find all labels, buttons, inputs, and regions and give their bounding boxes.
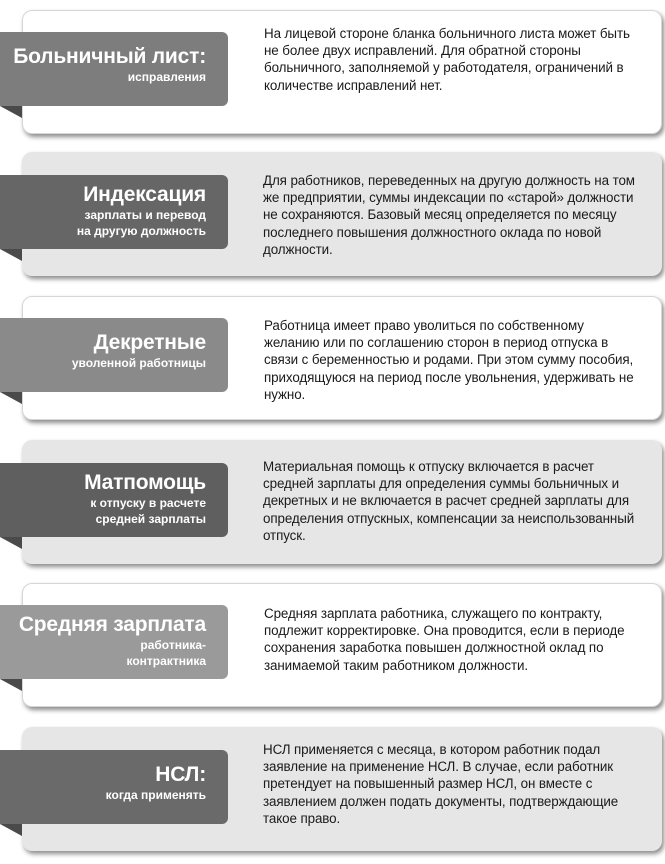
card-text: Материальная помощь к отпуску включается в расчет средней зарплаты для определения суммы больничных и декретных и не включается в расчет средней зарплаты для определения отпускных, компенсации за неиспользованный отпуск. xyxy=(263,459,635,543)
card-subtitle-line2: на другую должность xyxy=(76,224,206,238)
card-subtitle-line1: когда применять xyxy=(105,788,206,802)
card-subtitle-line1: зарплаты и перевод xyxy=(84,208,206,222)
card-text: НСЛ применяется с месяца, в котором работник подал заявление на применение НСЛ. В случае, если работник претендует на повышенный размер НСЛ, он вместе с заявлением должен подать документы, подтверждающие такое право. xyxy=(263,742,619,826)
card-tab-material-aid xyxy=(0,463,228,537)
card-subtitle-line1: к отпуску в расчете xyxy=(90,496,206,510)
card-text: На лицевой стороне бланка больничного листа может быть не более двух исправлений. Для обратной стороны больничного, заполняемой у работодателя, ограничений в количестве исправлений нет. xyxy=(264,26,630,93)
card-title: Больничный лист: xyxy=(13,45,206,68)
card-tab-indexation xyxy=(0,175,228,249)
card-subtitle-line1: работника- xyxy=(140,638,206,652)
card-subtitle-line2: контрактника xyxy=(126,654,206,668)
card-title: Матпомощь xyxy=(84,471,206,494)
card-title: Индексация xyxy=(83,183,206,206)
card-tab-tax-social-benefit xyxy=(0,750,228,824)
card-title: Декретные xyxy=(93,331,206,354)
card-subtitle-line1: исправления xyxy=(127,70,206,84)
card-text: Работница имеет право уволиться по собственному желанию или по соглашению сторон в период отпуска в связи с беременностью и родами. При этом сумму пособия, приходящуюся на период после увольнения, удерживать не нужно. xyxy=(264,318,634,402)
card-subtitle-line2: средней зарплаты xyxy=(95,512,206,526)
card-title: НСЛ: xyxy=(155,763,206,786)
card-text: Средняя зарплата работника, служащего по контракту, подлежит корректировке. Она проводится, если в периоде сохранения заработка повышен должностной оклад по занимаемой таким работником должности. xyxy=(264,606,625,673)
card-subtitle-line1: уволенной работницы xyxy=(71,356,206,370)
card-text: Для работников, переведенных на другую должность на том же предприятии, суммы индексации по «старой» должности не сохраняются. Базовый месяц определяется по месяцу последнего повышения должностного оклада по новой должности. xyxy=(263,173,635,257)
card-tab-average-salary xyxy=(0,605,228,679)
card-tab-sick-leave xyxy=(0,32,228,106)
card-tab-maternity xyxy=(0,318,228,392)
card-title: Средняя зарплата xyxy=(18,613,206,636)
